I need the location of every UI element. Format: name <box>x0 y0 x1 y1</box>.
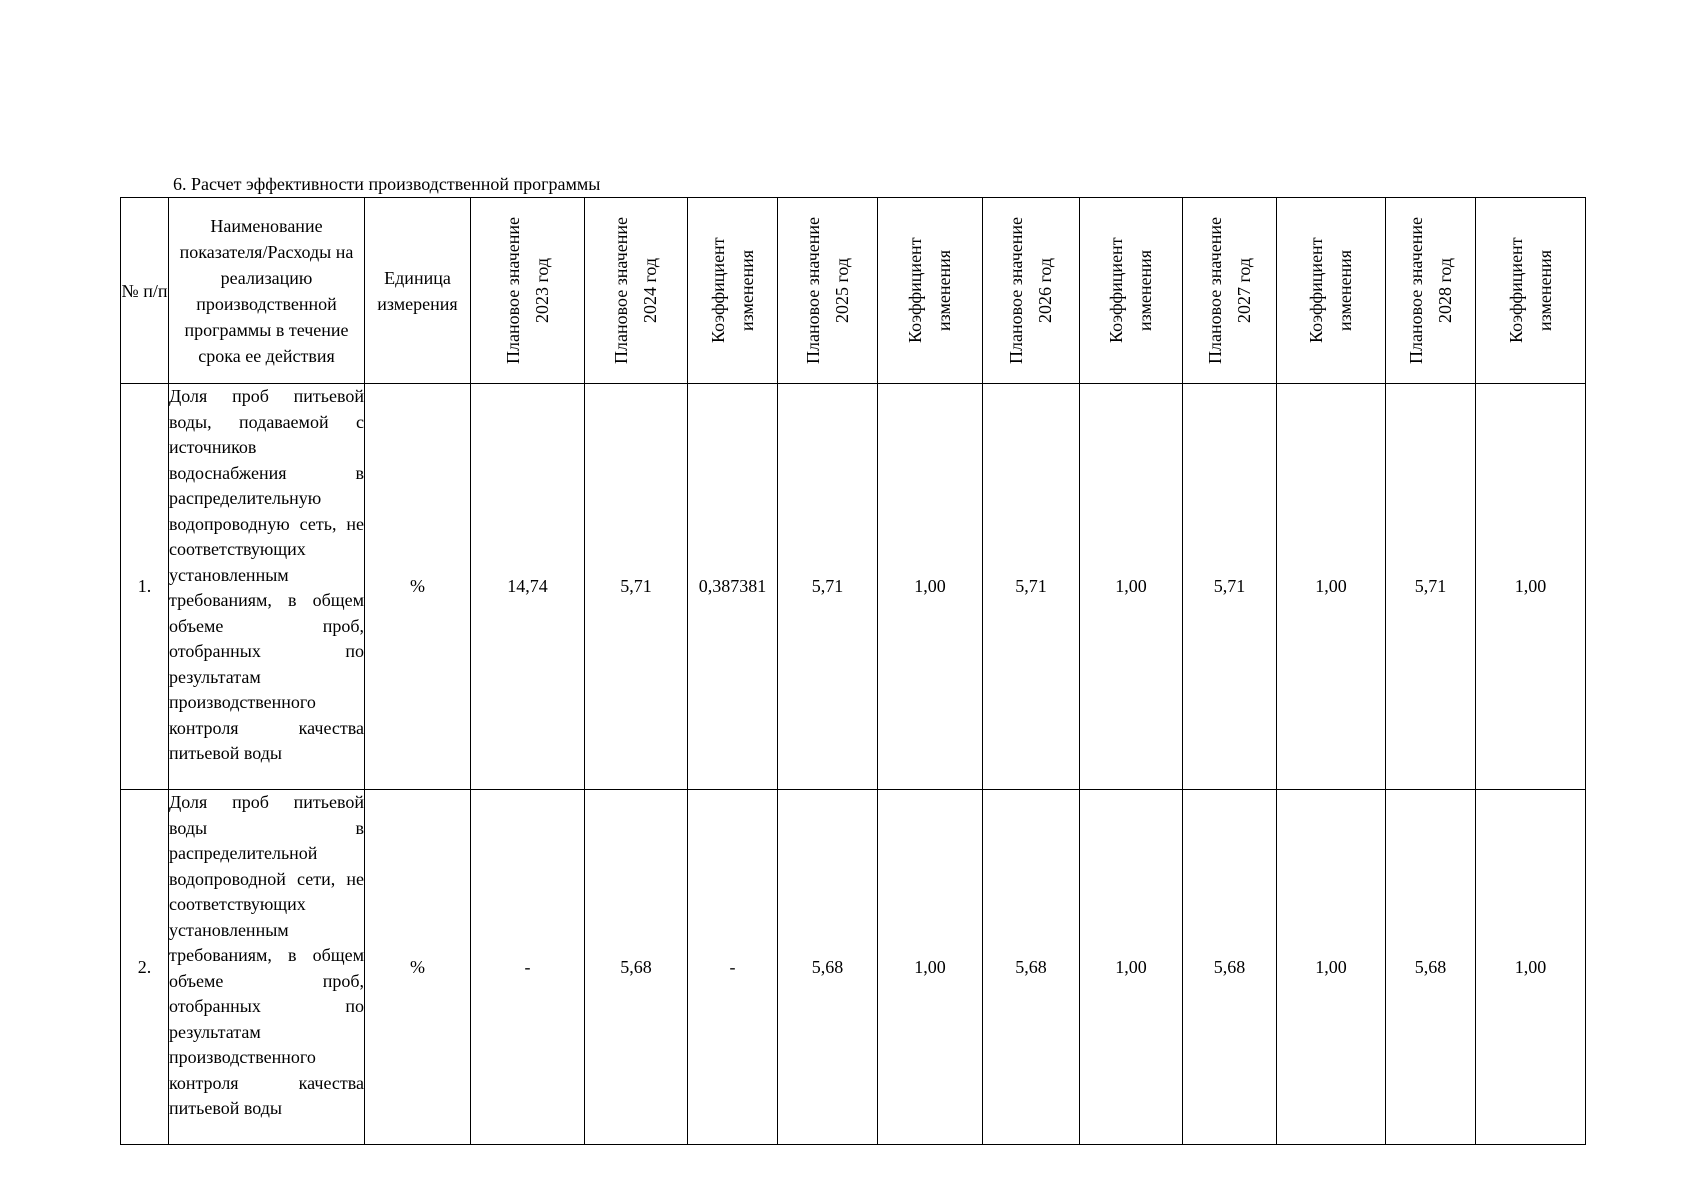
cell-coef-2026: 1,00 <box>1080 790 1183 1145</box>
cell-plan-2028: 5,71 <box>1386 384 1476 790</box>
header-plan-2026: Плановое значение 2026 год <box>983 198 1080 384</box>
cell-coef-2025: 1,00 <box>878 790 983 1145</box>
header-coef-2024: Коэффициент изменения <box>688 198 778 384</box>
header-num: № п/п <box>121 198 169 384</box>
row-unit: % <box>365 384 471 790</box>
table-caption: 6. Расчет эффективности производственной программы <box>173 174 601 194</box>
cell-plan-2026: 5,71 <box>983 384 1080 790</box>
table-row <box>121 384 1586 790</box>
cell-plan-2025: 5,68 <box>778 790 878 1145</box>
cell-coef-2028: 1,00 <box>1476 790 1586 1145</box>
header-plan-2025: Плановое значение 2025 год <box>778 198 878 384</box>
row-num: 1. <box>121 384 169 790</box>
cell-plan-2026: 5,68 <box>983 790 1080 1145</box>
cell-plan-2028: 5,68 <box>1386 790 1476 1145</box>
cell-coef-2026: 1,00 <box>1080 384 1183 790</box>
header-plan-2027: Плановое значение 2027 год <box>1183 198 1277 384</box>
cell-coef-2025: 1,00 <box>878 384 983 790</box>
cell-coef-2024: 0,387381 <box>688 384 778 790</box>
header-coef-2027: Коэффициент изменения <box>1277 198 1386 384</box>
cell-coef-2027: 1,00 <box>1277 384 1386 790</box>
header-plan-2024: Плановое значение 2024 год <box>585 198 688 384</box>
header-coef-2028: Коэффициент изменения <box>1476 198 1586 384</box>
cell-plan-2027: 5,71 <box>1183 384 1277 790</box>
cell-coef-2028: 1,00 <box>1476 384 1586 790</box>
row-num: 2. <box>121 790 169 1145</box>
header-plan-2028: Плановое значение 2028 год <box>1386 198 1476 384</box>
row-unit: % <box>365 790 471 1145</box>
header-name: Наименование показателя/Расходы на реализацию производственной программы в течение срока ее действия <box>169 198 365 384</box>
cell-coef-2027: 1,00 <box>1277 790 1386 1145</box>
row-indicator-name: Доля проб питьевой воды, подаваемой с источников водоснабжения в распределительную водопроводную сеть, не соответствующих установленным требованиям, в общем объеме проб, отобранных по результатам производственного контроля качества питьевой воды <box>169 384 365 790</box>
table-row <box>121 790 1586 1145</box>
cell-coef-2024: - <box>688 790 778 1145</box>
row-indicator-name: Доля проб питьевой воды в распределительной водопроводной сети, не соответствующих установленным требованиям, в общем объеме проб, отобранных по результатам производственного контроля качества питьевой воды <box>169 790 365 1145</box>
header-plan-2023: Плановое значение 2023 год <box>471 198 585 384</box>
header-row <box>121 198 1586 384</box>
cell-plan-2023: - <box>471 790 585 1145</box>
header-coef-2025: Коэффициент изменения <box>878 198 983 384</box>
cell-plan-2027: 5,68 <box>1183 790 1277 1145</box>
header-unit: Единица измерения <box>365 198 471 384</box>
cell-plan-2024: 5,71 <box>585 384 688 790</box>
cell-plan-2025: 5,71 <box>778 384 878 790</box>
efficiency-table <box>120 197 1586 1145</box>
cell-plan-2024: 5,68 <box>585 790 688 1145</box>
header-coef-2026: Коэффициент изменения <box>1080 198 1183 384</box>
cell-plan-2023: 14,74 <box>471 384 585 790</box>
